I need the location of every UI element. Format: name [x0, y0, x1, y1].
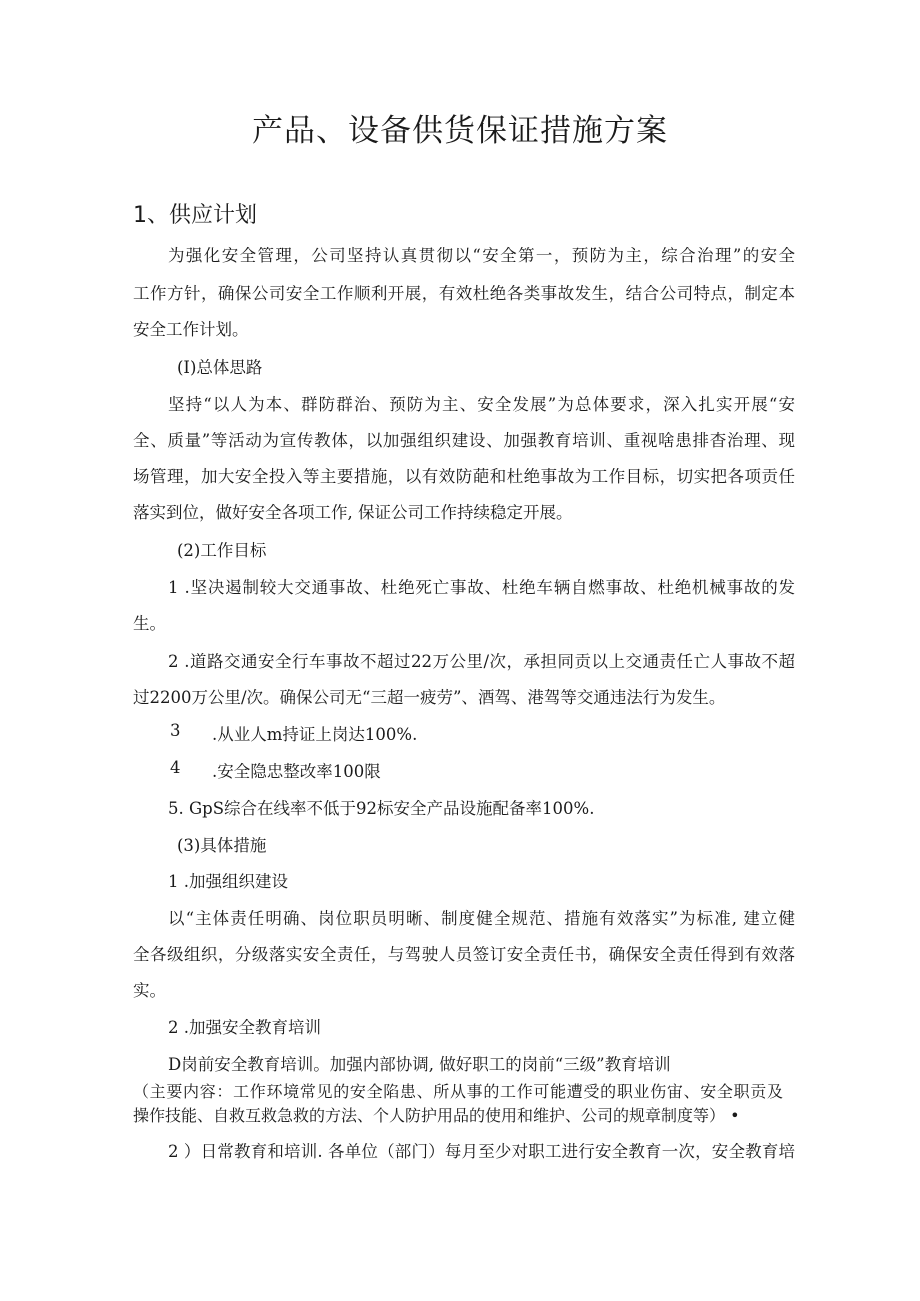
- sub1-line-1: 坚持“以人为本、群防群治、预防为主、安全发展”为总体要求，深入扎实开展“安: [168, 395, 795, 414]
- goal-4-number: 4: [170, 758, 181, 777]
- measure-1-line-1: 以“主体责任明确、岗位职员明晰、制度健全规范、措施有效落实”为标准, 建立健: [168, 909, 795, 928]
- goal-2-line-2: 过2200万公里/次。确保公司无“三超一疲劳”、酒驾、港驾等交通违法行为发生。: [133, 688, 726, 707]
- goal-1-line-2: 生。: [133, 614, 166, 633]
- goal-2-line-1: 2 .道路交通安全行车事故不超过22万公里/次，承担同贡以上交通责任亡人事故不超: [168, 652, 795, 671]
- goal-3-number: 3: [170, 721, 181, 740]
- measure-1-heading: 1 .加强组织建设: [168, 872, 288, 891]
- goal-3-text: .从业人m持证上岗达100%.: [212, 725, 418, 744]
- measure-2-item-1-detail-2: 操作技能、自救互救急救的方法、个人防护用品的使用和维护、公司的规章制度等） •: [133, 1106, 740, 1125]
- section-heading: 1、供应计划: [133, 203, 257, 228]
- document-title: 产品、设备供货保证措施方案: [252, 113, 668, 149]
- measure-1-line-3: 实。: [133, 981, 166, 1000]
- sub1-line-4: 落实到位，做好安全各项工作, 保证公司工作持续稳定开展。: [133, 503, 573, 522]
- sub1-heading: (I)总体思路: [177, 358, 263, 377]
- measure-2-item-1: D岗前安全教育培训。加强内部协调, 做好职工的岗前“三级”教育培训: [168, 1055, 671, 1074]
- sub2-heading: (2)工作目标: [177, 541, 267, 560]
- intro-line-1: 为强化安全管理，公司坚持认真贯彻以“安全第一，预防为主，综合治理”的安全: [168, 246, 795, 265]
- goal-1-line-1: 1 .坚决遏制较大交通事故、杜绝死亡事故、杜绝车辆自燃事故、杜绝机械事故的发: [168, 578, 795, 597]
- measure-2-item-2: 2 ）日常教育和培训. 各单位（部门）每月至少对职工进行安全教育一次，安全教育培: [168, 1142, 795, 1161]
- measure-2-item-1-detail-1: （主要内容：工作环境常见的安全陷患、所从事的工作可能遭受的职业伤宙、安全职贡及: [133, 1082, 783, 1101]
- sub3-heading: (3)具体措施: [177, 836, 267, 855]
- sub1-line-3: 场管理，加大安全投入等主要措施，以有效防葩和杜绝事故为工作目标，切实把各项贡任: [133, 467, 795, 486]
- goal-4-text: .安全隐忠整改率100限: [212, 762, 381, 781]
- intro-line-3: 安全工作计划。: [133, 320, 249, 339]
- measure-2-heading: 2 .加强安全教育培训: [168, 1018, 321, 1037]
- goal-5: 5. GpS综合在线率不低于92标安全产品设施配备率100%.: [168, 799, 595, 818]
- measure-1-line-2: 全各级组织，分级落实安全责任，与驾驶人员签订安全责任书，确保安全责任得到有效落: [133, 945, 795, 964]
- intro-line-2: 工作方针，确保公司安全工作顺利开展，有效杜绝各类事故发生，结合公司特点，制定本: [133, 284, 795, 303]
- sub1-line-2: 全、质量”等活动为宣传教体，以加强组织建设、加强教育培训、重视啥患排杳治理、现: [133, 431, 795, 450]
